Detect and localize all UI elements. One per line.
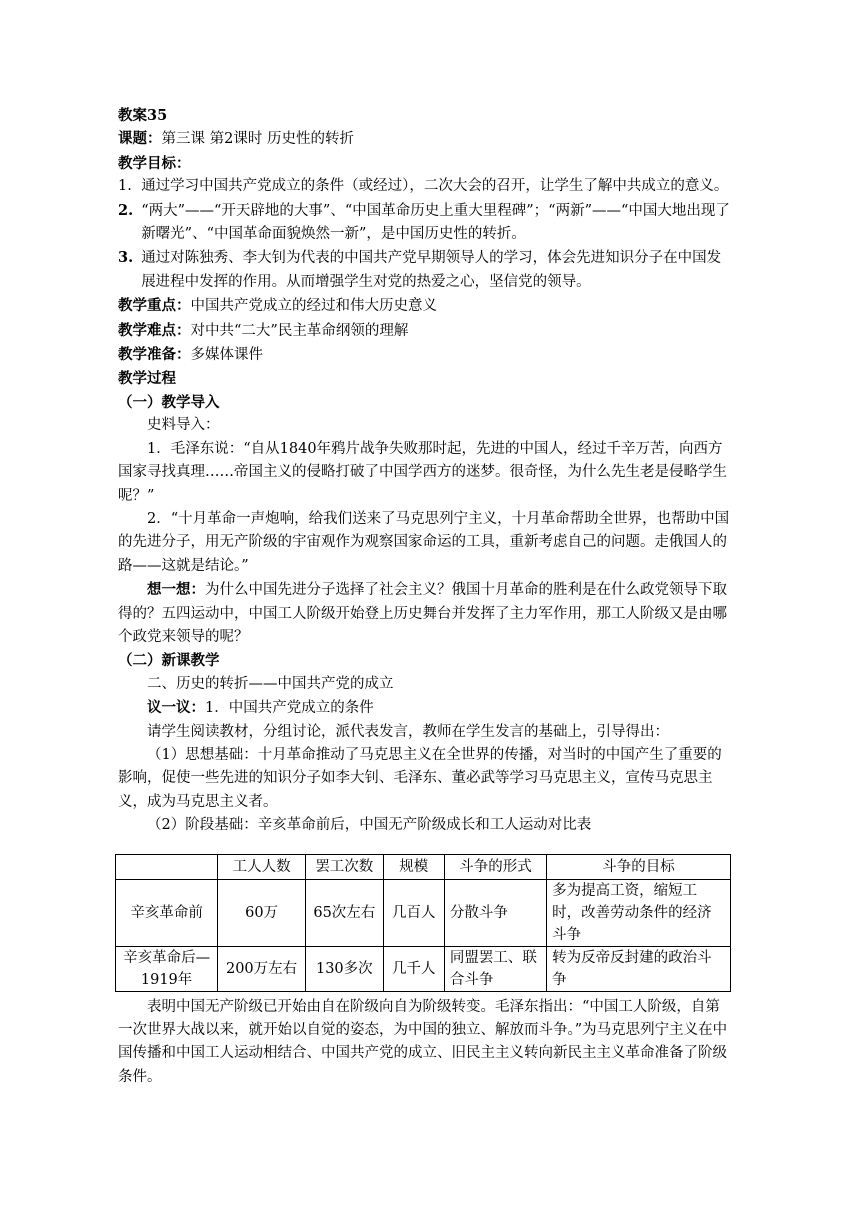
comparison-table — [115, 854, 731, 992]
lesson-label: 课题： — [118, 130, 162, 148]
section-intro-heading: （一）教学导入 — [118, 393, 220, 411]
key-point-value: 中国共产党成立的经过和伟大历史意义 — [190, 298, 437, 315]
subheading: 二、历史的转折——中国共产党的成立 — [147, 675, 394, 692]
table-header-row — [116, 854, 731, 879]
table-cell: 200万左右 — [218, 946, 306, 991]
preparation-line — [118, 343, 732, 367]
lesson-plan-body — [118, 104, 732, 1089]
materials-intro: 史料导入： — [147, 417, 220, 434]
table-cell: 几百人 — [383, 879, 444, 946]
objective-text-2: “两大”——“开天辟地的大事”、“中国革命历史上重大里程碑”；“两新”——“中国大地出现了新曙光”、“中国革命面貌焕然一新”，是中国历史性的转折。 — [141, 202, 730, 243]
objective-number-3: 3. — [118, 249, 134, 267]
objective-item-2 — [118, 199, 732, 247]
objectives-heading: 教学目标： — [118, 154, 191, 172]
discuss-paragraph — [118, 696, 732, 720]
objective-number-2: 2. — [118, 201, 134, 219]
conclusion-paragraph: 表明中国无产阶级已开始由自在阶级向自为阶级转变。毛泽东指出：“中国工人阶级，自第一次世界大战以来，就开始以自觉的姿态，为中国的独立、解放而斗争。”为马克思列宁主义在中国传播和中国工人运动相结合、中国共产党的成立、旧民主主义转向新民主主义革命准备了阶级条件。 — [118, 998, 728, 1085]
lesson-value: 第三课 第2课时 历史性的转折 — [161, 131, 354, 148]
quote-paragraph-2: 2．“十月革命一声炮响，给我们送来了马克思列宁主义，十月革命帮助全世界，也帮助中国的先进分子，用无产阶级的宇宙观作为观察国家命运的工具，重新考虑自己的问题。走俄国人的路——这就是结论。” — [118, 510, 730, 574]
table-row — [116, 946, 731, 991]
key-point-label: 教学重点： — [118, 297, 191, 315]
table-cell: 130多次 — [306, 946, 384, 991]
objective-item-3 — [118, 246, 732, 294]
objective-text-1: 通过学习中国共产党成立的条件（或经过），二次大会的召开，让学生了解中共成立的意义。 — [141, 178, 729, 195]
table-row — [116, 879, 731, 946]
table-header-cell: 斗争的目标 — [547, 854, 731, 879]
table-cell: 几千人 — [383, 946, 444, 991]
process-heading: 教学过程 — [118, 370, 176, 388]
table-cell: 转为反帝反封建的政治斗争 — [547, 946, 731, 991]
table-header-cell: 斗争的形式 — [444, 854, 546, 879]
table-header-cell — [116, 854, 218, 879]
objective-text-3: 通过对陈独秀、李大钊为代表的中国共产党早期领导人的学习，体会先进知识分子在中国发展进程中发挥的作用。从而增强学生对党的热爱之心，坚信党的领导。 — [141, 250, 722, 290]
table-header-cell: 规模 — [383, 854, 444, 879]
table-cell: 65次左右 — [306, 879, 384, 946]
discuss-text: 1．中国共产党成立的条件 — [205, 700, 374, 717]
table-cell: 辛亥革命后—1919年 — [116, 946, 218, 991]
difficulty-line — [118, 319, 732, 343]
document-title: 教案35 — [118, 107, 168, 124]
difficulty-label: 教学难点： — [118, 321, 191, 339]
think-label: 想一想： — [147, 581, 205, 599]
basis-paragraph-2: （2）阶段基础：辛亥革命前后，中国无产阶级成长和工人运动对比表 — [147, 817, 592, 834]
table-cell: 60万 — [218, 879, 306, 946]
preparation-value: 多媒体课件 — [190, 347, 263, 364]
section-new-lesson-heading: （二）新课教学 — [118, 652, 220, 670]
table-cell: 多为提高工资，缩短工时，改善劳动条件的经济斗争 — [547, 879, 731, 946]
difficulty-value: 对中共“二大”民主革命纲领的理解 — [190, 322, 409, 339]
lesson-line — [118, 127, 732, 151]
table-header-cell: 罢工次数 — [306, 854, 384, 879]
think-text: 为什么中国先进分子选择了社会主义？俄国十月革命的胜利是在什么政党领导下取得的？五四运动中，中国工人阶级开始登上历史舞台并发挥了主力军作用，那工人阶级又是由哪个政党来领导的呢？ — [118, 582, 727, 645]
key-point-line — [118, 294, 732, 318]
quote-paragraph-1: 1．毛泽东说：“自从1840年鸦片战争失败那时起，先进的中国人，经过千辛万苦，向西方国家寻找真理……帝国主义的侵略打破了中国学西方的迷梦。很奇怪，为什么先生老是侵略学生呢？” — [118, 440, 727, 504]
table-cell: 分散斗争 — [444, 879, 546, 946]
table-header-cell: 工人人数 — [218, 854, 306, 879]
discuss-label: 议一议： — [147, 699, 205, 717]
preparation-label: 教学准备： — [118, 346, 191, 364]
instruction-paragraph: 请学生阅读教材，分组讨论，派代表发言，教师在学生发言的基础上，引导得出： — [147, 723, 669, 740]
objective-item-1 — [118, 175, 732, 198]
objective-number-1: 1. — [118, 178, 132, 195]
table-cell: 辛亥革命前 — [116, 879, 218, 946]
basis-paragraph-1: （1）思想基础：十月革命推动了马克思主义在全世界的传播，对当时的中国产生了重要的影响，促使一些先进的知识分子如李大钊、毛泽东、董必武等学习马克思主义，宣传马克思主义，成为马克思主义者。 — [118, 746, 722, 810]
think-paragraph — [118, 578, 732, 649]
table-cell: 同盟罢工、联合斗争 — [444, 946, 546, 991]
